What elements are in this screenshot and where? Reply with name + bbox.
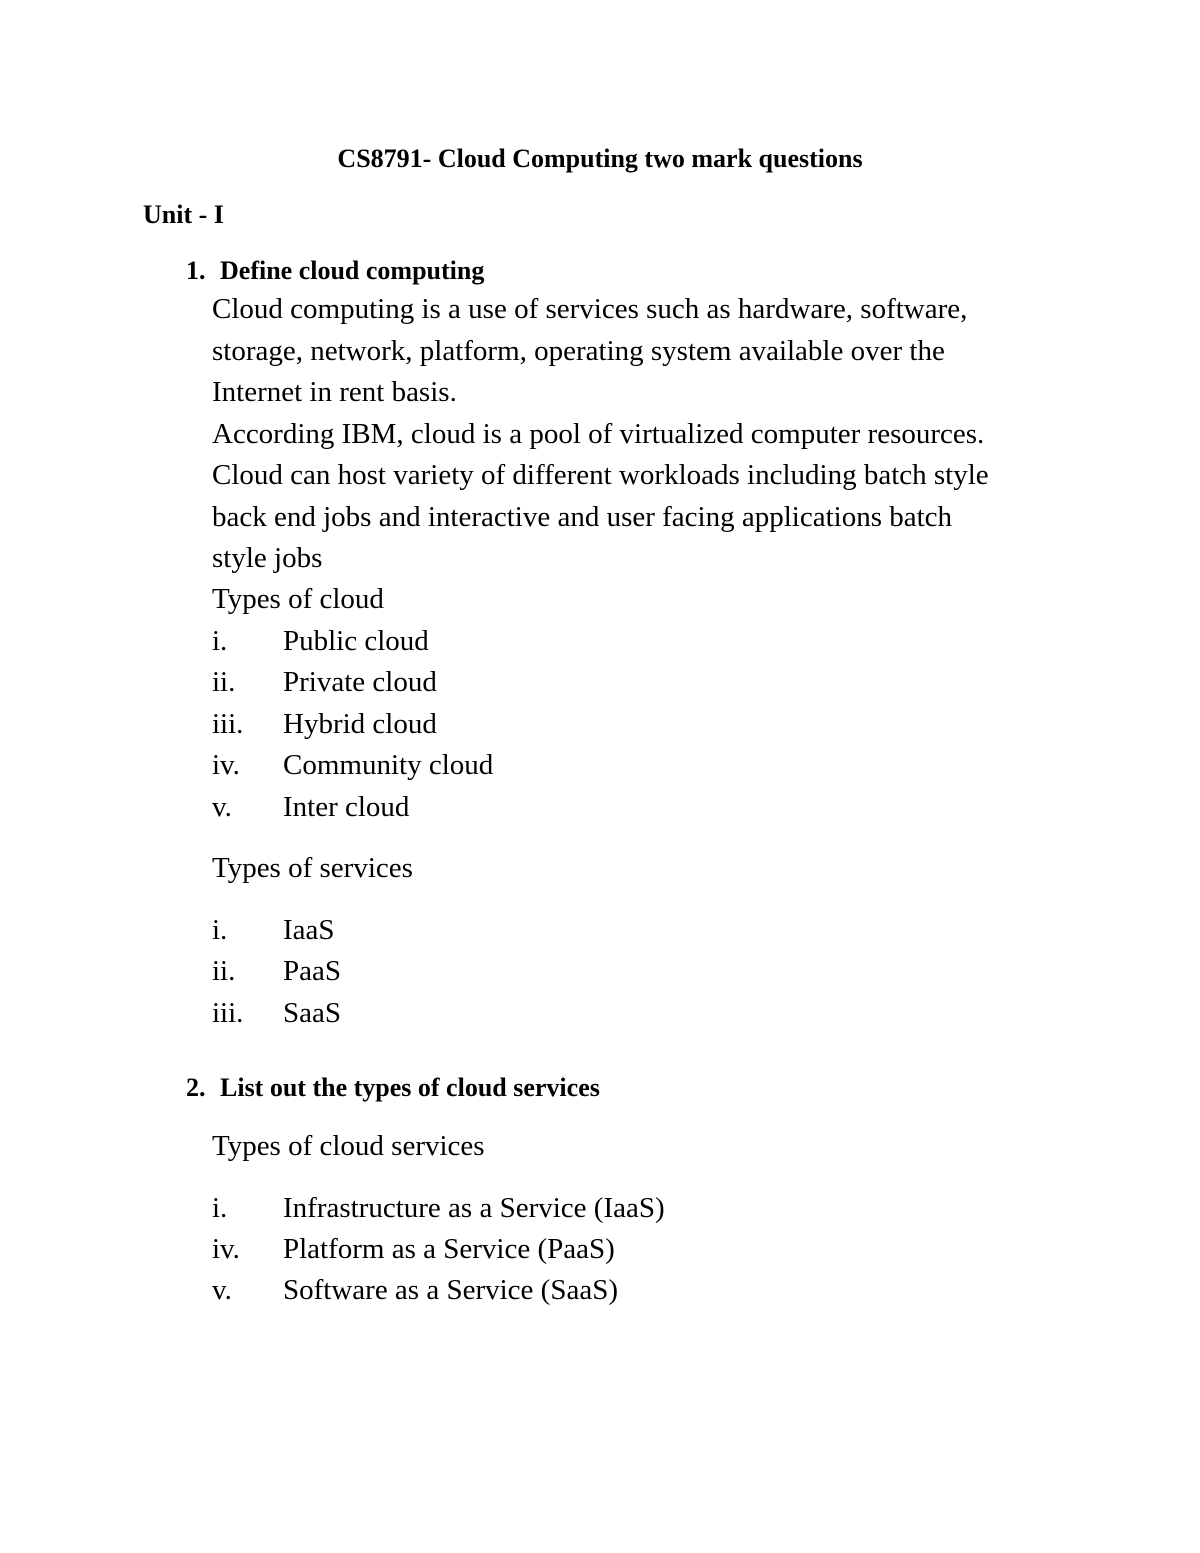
answer-line: back end jobs and interactive and user facing applications batch bbox=[212, 501, 953, 533]
cloud-services-heading: Types of cloud services bbox=[212, 1130, 485, 1162]
list-numeral: iv. bbox=[212, 1233, 240, 1265]
list-item: PaaS bbox=[283, 955, 341, 987]
document-title: CS8791- Cloud Computing two mark questions bbox=[337, 144, 863, 173]
answer-line: According IBM, cloud is a pool of virtualized computer resources. bbox=[212, 418, 985, 450]
list-item: Infrastructure as a Service (IaaS) bbox=[283, 1192, 665, 1224]
list-numeral: v. bbox=[212, 791, 232, 823]
list-numeral: v. bbox=[212, 1274, 232, 1306]
answer-line: storage, network, platform, operating system available over the bbox=[212, 335, 945, 367]
list-numeral: i. bbox=[212, 625, 228, 657]
question-1-number: 1. bbox=[186, 256, 206, 285]
answer-line: Internet in rent basis. bbox=[212, 376, 457, 408]
answer-line: Cloud computing is a use of services such as hardware, software, bbox=[212, 293, 968, 325]
question-2-number: 2. bbox=[186, 1073, 206, 1102]
list-item: Inter cloud bbox=[283, 791, 410, 823]
unit-heading: Unit - I bbox=[143, 200, 224, 229]
list-numeral: iv. bbox=[212, 749, 240, 781]
list-item: Community cloud bbox=[283, 749, 494, 781]
service-types-heading: Types of services bbox=[212, 852, 413, 884]
cloud-types-heading: Types of cloud bbox=[212, 583, 384, 615]
answer-line: Cloud can host variety of different workloads including batch style bbox=[212, 459, 989, 491]
list-numeral: iii. bbox=[212, 997, 244, 1029]
list-numeral: ii. bbox=[212, 666, 236, 698]
list-numeral: i. bbox=[212, 914, 228, 946]
question-1-text: Define cloud computing bbox=[220, 256, 485, 285]
list-numeral: iii. bbox=[212, 708, 244, 740]
list-item: Hybrid cloud bbox=[283, 708, 437, 740]
answer-line: style jobs bbox=[212, 542, 323, 574]
list-item: IaaS bbox=[283, 914, 335, 946]
list-item: SaaS bbox=[283, 997, 341, 1029]
list-numeral: i. bbox=[212, 1192, 228, 1224]
list-item: Software as a Service (SaaS) bbox=[283, 1274, 618, 1306]
question-2-text: List out the types of cloud services bbox=[220, 1073, 600, 1102]
list-item: Public cloud bbox=[283, 625, 429, 657]
list-item: Private cloud bbox=[283, 666, 437, 698]
list-numeral: ii. bbox=[212, 955, 236, 987]
list-item: Platform as a Service (PaaS) bbox=[283, 1233, 615, 1265]
